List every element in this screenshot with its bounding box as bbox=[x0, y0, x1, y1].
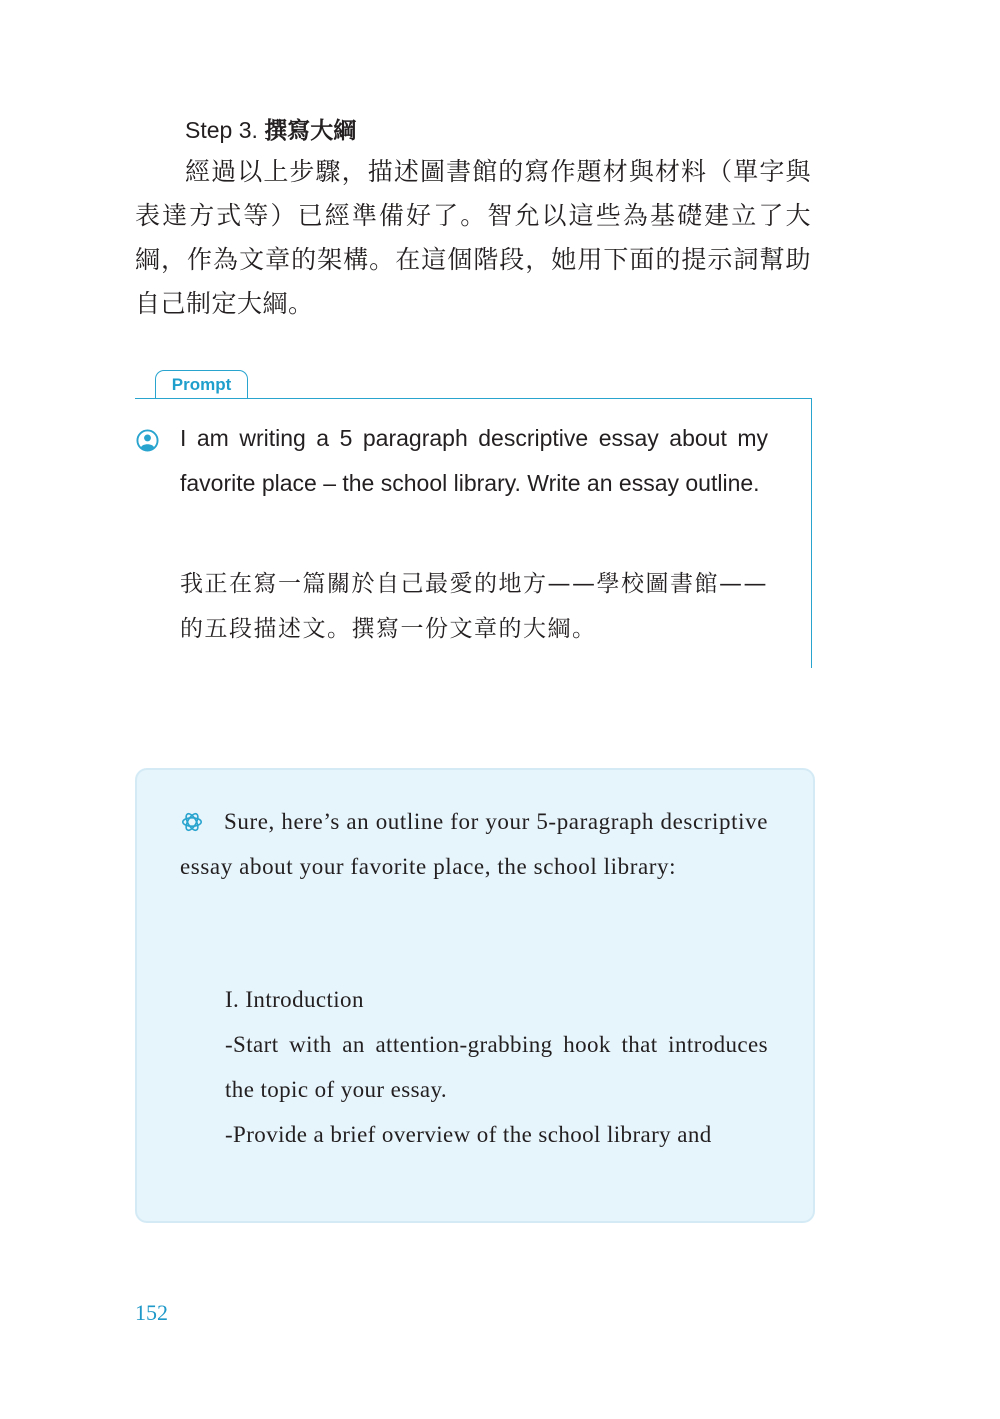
intro-paragraph: 經過以上步驟，描述圖書館的寫作題材與材料（單字與表達方式等）已經準備好了。智允以這些為基礎建立了大綱，作為文章的架構。在這個階段，她用下面的提示詞幫助自己制定大綱。 bbox=[135, 157, 811, 318]
step-heading bbox=[185, 112, 356, 145]
page-number: 152 bbox=[135, 1300, 168, 1325]
outline bbox=[225, 977, 768, 1157]
prompt-text-english: I am writing a 5 paragraph descriptive essay about my favorite place – the school library. Write an essay outline. bbox=[180, 425, 768, 496]
outline-item: -Provide a brief overview of the school library and bbox=[225, 1122, 712, 1147]
outline-heading: I. Introduction bbox=[225, 987, 364, 1012]
step-label: Step 3. bbox=[185, 117, 258, 143]
response-intro: Sure, here’s an outline for your 5-paragraph descriptive essay about your favorite place, the school library: bbox=[180, 809, 768, 879]
user-icon bbox=[136, 429, 159, 452]
step-title: 撰寫大綱 bbox=[264, 118, 357, 144]
outline-item: -Start with an attention-grabbing hook that introduces the topic of your essay. bbox=[225, 1032, 768, 1102]
prompt-text-chinese: 我正在寫一篇關於自己最愛的地方——學校圖書館——的五段描述文。撰寫一份文章的大綱。 bbox=[180, 571, 768, 642]
prompt-tab-label: Prompt bbox=[155, 370, 248, 398]
